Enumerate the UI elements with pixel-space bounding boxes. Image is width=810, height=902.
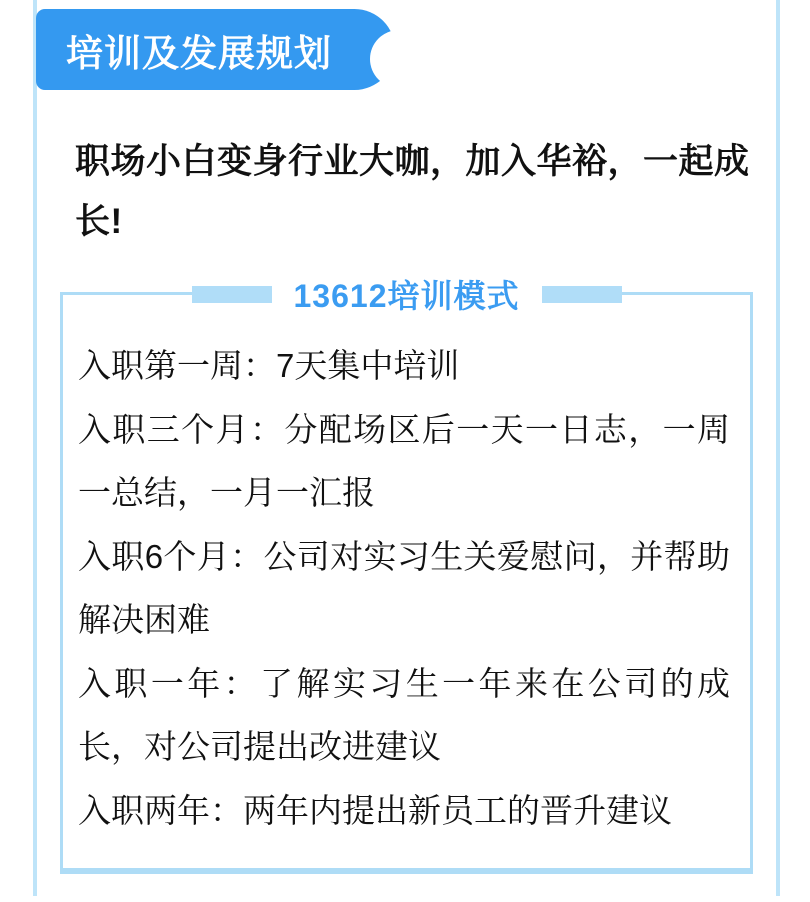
header-circle-decoration bbox=[370, 30, 428, 88]
training-item-list bbox=[78, 334, 730, 842]
training-item-3months bbox=[78, 398, 730, 525]
training-item-line: 一总结，一月一汇报 bbox=[78, 474, 375, 511]
right-accent-line bbox=[776, 0, 780, 896]
title-left-bar bbox=[192, 286, 272, 303]
training-item-6months bbox=[78, 525, 730, 652]
training-item-1year bbox=[78, 652, 730, 779]
intro-headline: 职场小白变身行业大咖，加入华裕，一起成长! bbox=[75, 142, 750, 241]
training-item-line: 长，对公司提出改进建议 bbox=[78, 728, 441, 765]
left-accent-line bbox=[33, 0, 37, 896]
training-box-title-row bbox=[63, 274, 750, 314]
training-mode-box bbox=[60, 278, 753, 874]
training-item-line: 入职一年：了解实习生一年来在公司的成 bbox=[78, 664, 730, 702]
training-item-line: 入职两年：两年内提出新员工的晋升建议 bbox=[78, 791, 672, 829]
training-item-line: 入职6个月：公司对实习生关爱慰问，并帮助 bbox=[78, 537, 730, 575]
training-item-line: 入职第一周：7天集中培训 bbox=[78, 347, 460, 384]
section-header bbox=[36, 9, 395, 90]
training-box-title: 13612培训模式 bbox=[272, 271, 542, 317]
training-item-line: 入职三个月：分配场区后一天一日志，一周 bbox=[78, 410, 730, 448]
section-header-title: 培训及发展规划 bbox=[66, 32, 332, 74]
training-item-week1 bbox=[78, 334, 730, 398]
training-item-line: 解决困难 bbox=[78, 601, 210, 638]
training-item-2years bbox=[78, 779, 730, 843]
title-right-bar bbox=[542, 286, 622, 303]
